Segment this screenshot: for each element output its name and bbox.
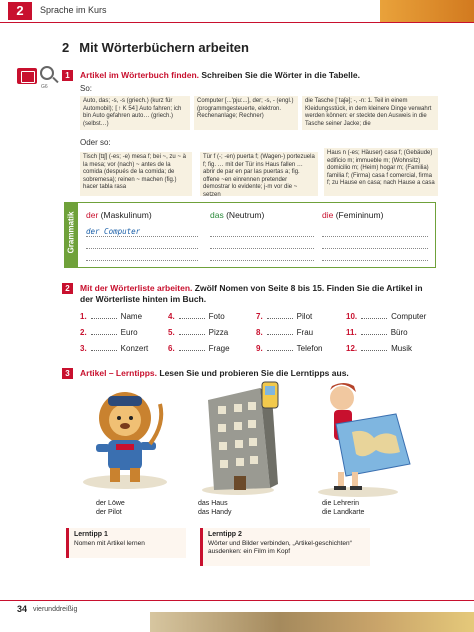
answer-blank[interactable] — [361, 334, 387, 335]
list-item: 3. Konzert — [80, 344, 149, 353]
dict-entry-tisch: Tisch [tɪʃ] (-es; -e) mesa f; bei ~, zu ~ à la mesa; vor (nach) ~ antes de la comida (después de la comida; de sobremesa); reinen ~ machen (fig.) hacer tabla rasa — [80, 152, 192, 196]
list-item: 1. Name — [80, 312, 143, 321]
page-header — [0, 0, 474, 22]
answer-line[interactable] — [210, 236, 314, 237]
tip-title: Lerntipp 1 — [74, 531, 108, 538]
header-decoration — [380, 0, 474, 22]
answer-blank[interactable] — [267, 334, 293, 335]
list-item: 10. Computer — [346, 312, 427, 321]
answer-blank[interactable] — [361, 318, 387, 319]
list-item: 4. Foto — [168, 312, 225, 321]
tip-text: Nomen mit Artikel lernen — [74, 540, 145, 547]
dict-entry-tuer: Tür f (-; -en) puerta f; (Wagen-) portezuela f; fig. … mit der Tür ins Haus fallen … abrir de par en par las puertas a; fig. offene ~en einrennen pretender demostrar lo evidente; j-m vor die ~ setzen — [200, 152, 318, 196]
answer-blank[interactable] — [179, 318, 205, 319]
answer-line[interactable] — [322, 236, 428, 237]
answer-blank[interactable] — [179, 334, 205, 335]
caption-lion: der Löwe der Pilot — [96, 500, 125, 516]
list-item: 2. Euro — [80, 328, 138, 337]
answer-line[interactable] — [322, 260, 428, 261]
answer-line[interactable] — [86, 236, 198, 237]
dict-entry-auto: Auto, das; -s, -s (griech.) (kurz für Automobil); ⟦↑ K 54⟧ Auto fahren; ich bin Auto gefahren auto… (griech.) (selbst…) — [80, 96, 190, 130]
list-item: 9. Telefon — [256, 344, 323, 353]
list-item: 6. Frage — [168, 344, 230, 353]
dict-entry-haus: Haus n (-es; Häuser) casa f; (Gebäude) edificio m; immueble m; (Wohnsitz) domicilio m; (Heim) hogar m; (Familia) familia f; (Firma) casa f comercial, firma f; zu Hause en casa; nach Hause a casa — [324, 148, 438, 196]
section-number: 2 — [62, 40, 70, 55]
grammar-entry: der Computer — [86, 227, 141, 236]
list-item: 5. Pizza — [168, 328, 229, 337]
exercise-number: 3 — [62, 368, 73, 379]
teacher-map-illustration — [300, 380, 420, 498]
caption-house: das Haus das Handy — [198, 500, 232, 516]
answer-blank[interactable] — [179, 350, 205, 351]
answer-blank[interactable] — [91, 318, 117, 319]
page-number-word: vierunddreißig — [33, 606, 78, 613]
exercise-number: 1 — [62, 70, 73, 81]
page-number: 34 — [17, 604, 28, 614]
answer-blank[interactable] — [267, 350, 293, 351]
caption-teacher: die Lehrerin die Landkarte — [322, 500, 365, 516]
list-item: 8. Frau — [256, 328, 314, 337]
answer-line[interactable] — [210, 260, 314, 261]
exercise-instruction: Artikel – Lerntipps. Lesen Sie und probieren Sie die Lerntipps aus. — [80, 368, 349, 378]
answer-line[interactable] — [322, 248, 428, 249]
footer-photo — [150, 612, 474, 632]
lion-pilot-illustration — [70, 384, 180, 496]
learning-tip-2 — [200, 528, 370, 566]
list-item: 7. Pilot — [256, 312, 313, 321]
list-item: 11. Büro — [346, 328, 408, 337]
chapter-title: Sprache im Kurs — [40, 5, 107, 15]
section-title — [62, 40, 259, 55]
answer-line[interactable] — [210, 248, 314, 249]
dict-entry-computer: Computer [...'pju:...], der; -s, - (engl.) (programmgesteuerte, elektron. Rechenanlage; Rechner) — [194, 96, 298, 130]
tip-text: Wörter und Bilder verbinden, „Artikel-geschichten“ ausdenken: ein Film im Kopf — [208, 540, 352, 555]
grammar-col-masculine: der (Maskulinum) — [86, 210, 152, 220]
exercise-instruction: Artikel im Wörterbuch finden. Schreiben Sie die Wörter in die Tabelle. — [80, 70, 360, 80]
so-label: So: — [80, 84, 93, 93]
learning-tip-1 — [66, 528, 186, 558]
grammar-col-feminine: die (Femininum) — [322, 210, 384, 220]
chapter-number: 2 — [8, 2, 32, 20]
footer-divider — [0, 600, 474, 601]
house-phone-illustration — [190, 380, 290, 496]
search-icon — [40, 66, 54, 80]
icon-code: G6 — [41, 84, 48, 90]
answer-blank[interactable] — [91, 334, 117, 335]
answer-blank[interactable] — [91, 350, 117, 351]
answer-blank[interactable] — [267, 318, 293, 319]
header-divider — [0, 22, 474, 23]
answer-line[interactable] — [86, 260, 198, 261]
answer-line[interactable] — [86, 248, 198, 249]
tip-title: Lerntipp 2 — [208, 531, 242, 538]
dict-entry-tasche: die Tasche [ˈtaʃə]; -, -n: 1. Teil in einem Kleidungsstück, in dem kleinere Dinge verwahrt werden können: er steckte den Ausweis in die Tasche seiner Jacke; die — [302, 96, 438, 130]
list-item: 12. Musik — [346, 344, 413, 353]
grammar-tab-label: Grammatik — [66, 211, 76, 254]
exercise-instruction: Mit der Wörterliste arbeiten. Zwölf Nomen von Seite 8 bis 15. Finden Sie die Artikel in der Wörterliste hinten im Buch. — [80, 283, 423, 304]
exercise-number: 2 — [62, 283, 73, 294]
book-icon — [17, 68, 37, 84]
answer-blank[interactable] — [361, 350, 387, 351]
section-title-text: Mit Wörterbüchern arbeiten — [79, 40, 249, 55]
oder-so-label: Oder so: — [80, 138, 111, 147]
grammar-col-neuter: das (Neutrum) — [210, 210, 265, 220]
grammar-tab — [64, 202, 78, 268]
